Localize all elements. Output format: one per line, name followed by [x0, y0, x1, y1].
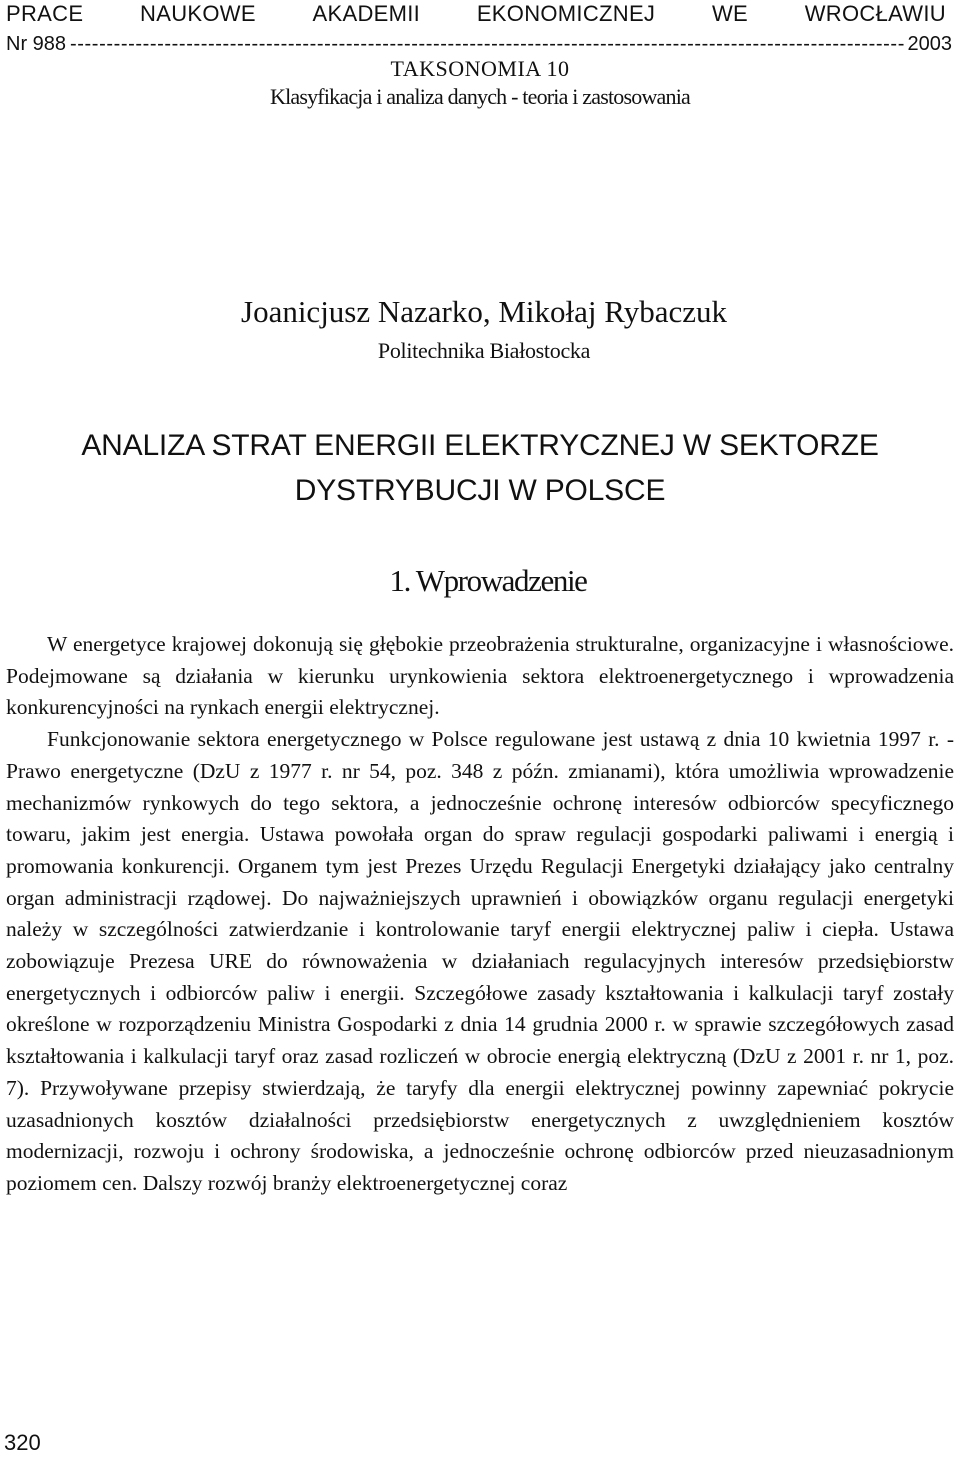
series-subtitle: Klasyfikacja i analiza danych - teoria i zastosowania [269, 84, 690, 109]
author-affiliation: Politechnika Białostocka [377, 338, 591, 363]
article-title [0, 423, 960, 513]
series-title: TAKSONOMIA 10 [390, 56, 570, 81]
issue-number: Nr 988 [6, 33, 67, 55]
issue-year: 2003 [907, 33, 952, 55]
paragraph: Funkcjonowanie sektora energetycznego w Polsce regulowane jest ustawą z dnia 10 kwietnia 1997 r. - Prawo energetyczne (DzU z 1977 r. nr 54, poz. 348 z późn. zmianami), która umożliwia wprowadzenie mechanizmów rynkowych do tego sektora, a jednocześnie ochronę interesów odbiorców specyficznego towaru, jakim jest energia. Ustawa powołała organ do spraw regulacji gospodarki paliwami i energią i promowania konkurencji. Organem tym jest Prezes Urzędu Regulacji Energetyki działający jako centralny organ administracji rządowej. Do najważniejszych uprawnień i obowiązków organu regulacji energetyki należy w szczególności zatwierdzanie i kontrolowanie taryf energii elektrycznej paliw i ciepła. Ustawa zobowiązuje Prezesa URE do równoważenia w działaniach regulacyjnych interesów przedsiębiorstw energetycznych i odbiorców paliw i energii. Szczegółowe zasady kształtowania i kalkulacji taryf zostały określone w rozporządzeniu Ministra Gospodarki z dnia 14 grudnia 2000 r. w sprawie szczegółowych zasad kształtowania i kalkulacji taryf oraz zasad rozliczeń w obrocie energią elektryczną (DzU z 2001 r. nr 1, poz. 7). Przywoływane przepisy stwierdzają, że taryfy dla energii elektrycznej powinny zapewniać pokrycie uzasadnionych kosztów działalności przedsiębiorstw energetycznych z uwzględnieniem kosztów modernizacji, rozwoju i ochrony środowiska, a jednocześnie ochronę odbiorców przed nieuzasadnionym poziomem cen. Dalszy rozwój branży elektroenergetycznej coraz [6, 727, 954, 1195]
issue-line [6, 32, 952, 56]
paragraph: W energetyce krajowej dokonują się głębokie przeobrażenia strukturalne, organizacyjne i własnościowe. Podejmowane są działania w kierunku urynkowienia sektora elektroenergetycznego i wprowadzenia konkurencyjności na rynkach energii elektrycznej. [6, 632, 954, 720]
journal-word: NAUKOWE [140, 1, 256, 26]
journal-word: AKADEMII [312, 1, 421, 26]
body-text [6, 629, 954, 1200]
journal-word: WE [711, 1, 748, 26]
article-title-line: ANALIZA STRAT ENERGII ELEKTRYCZNEJ W SEKTORZE [81, 429, 879, 462]
journal-header [6, 0, 946, 28]
dash-rule [70, 32, 903, 56]
section-heading: 1. Wprowadzenie [389, 563, 587, 598]
journal-word: EKONOMICZNEJ [476, 1, 656, 26]
page-number: 320 [4, 1430, 41, 1455]
article-title-line: DYSTRYBUCJI W POLSCE [294, 474, 666, 507]
journal-word: PRACE [6, 1, 84, 26]
journal-word: WROCŁAWIU [804, 1, 946, 26]
article-authors: Joanicjusz Nazarko, Mikołaj Rybaczuk [241, 294, 727, 329]
